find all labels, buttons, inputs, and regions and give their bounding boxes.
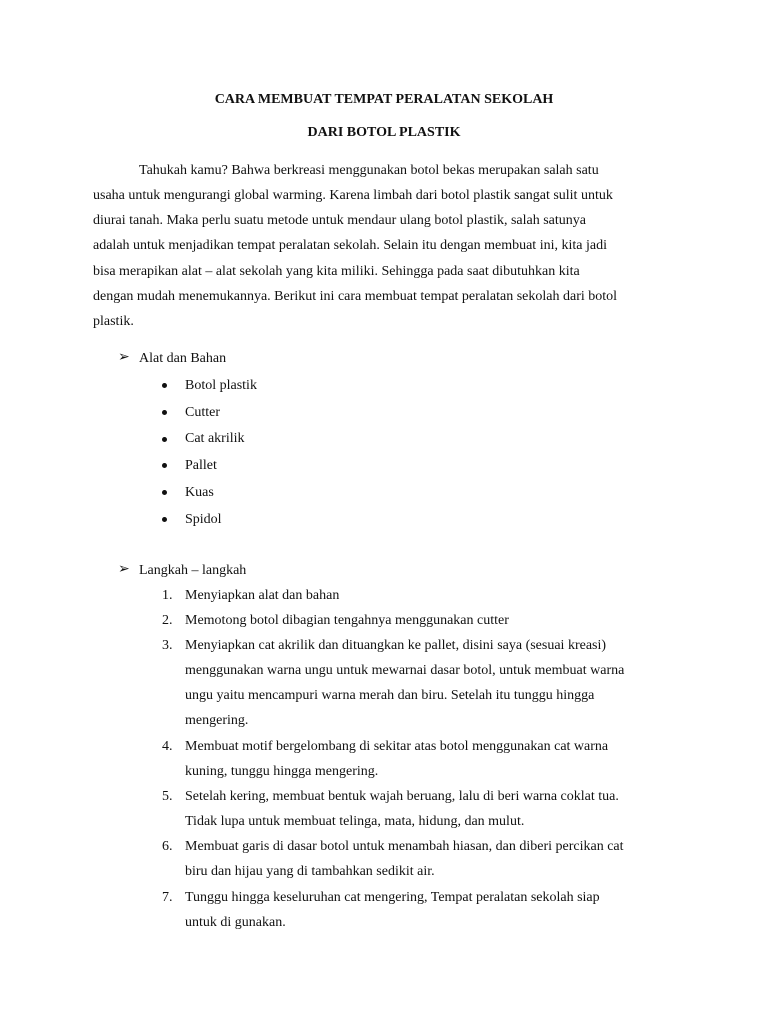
material-item: Pallet (185, 458, 217, 473)
step-text: kuning, tunggu hingga mengering. (185, 764, 379, 779)
step-text: Membuat garis di dasar botol untuk menambah hiasan, dan diberi percikan cat (185, 839, 624, 854)
material-item: Cutter (185, 405, 220, 420)
arrow-bullet-icon: ➢ (118, 562, 130, 577)
step-text: untuk di gunakan. (185, 915, 286, 930)
step-text: Menyiapkan alat dan bahan (185, 588, 340, 603)
document-title-line-1: CARA MEMBUAT TEMPAT PERALATAN SEKOLAH (214, 92, 554, 107)
material-item: Kuas (185, 485, 214, 500)
intro-line: diurai tanah. Maka perlu suatu metode untuk mendaur ulang botol plastik, salah satunya (93, 213, 586, 228)
bullet-icon (162, 410, 167, 415)
bullet-icon (162, 383, 167, 388)
intro-line: adalah untuk menjadikan tempat peralatan sekolah. Selain itu dengan membuat ini, kita jadi (93, 238, 607, 253)
step-number: 1. (162, 588, 173, 603)
material-item: Botol plastik (185, 378, 257, 393)
step-text: Setelah kering, membuat bentuk wajah beruang, lalu di beri warna coklat tua. (185, 789, 619, 804)
bullet-icon (162, 463, 167, 468)
intro-line: usaha untuk mengurangi global warming. Karena limbah dari botol plastik sangat sulit untuk (93, 188, 613, 203)
step-number: 4. (162, 739, 173, 754)
step-number: 3. (162, 638, 173, 653)
intro-line: bisa merapikan alat – alat sekolah yang kita miliki. Sehingga pada saat dibutuhkan kita (93, 264, 580, 279)
step-text: Membuat motif bergelombang di sekitar atas botol menggunakan cat warna (185, 739, 609, 754)
step-text: mengering. (185, 713, 249, 728)
intro-line: plastik. (93, 314, 134, 329)
step-text: Tidak lupa untuk membuat telinga, mata, hidung, dan mulut. (185, 814, 525, 829)
step-text: biru dan hijau yang di tambahkan sedikit air. (185, 864, 435, 879)
section-heading-materials: Alat dan Bahan (139, 351, 227, 366)
step-number: 6. (162, 839, 173, 854)
material-item: Cat akrilik (185, 431, 245, 446)
bullet-icon (162, 517, 167, 522)
step-number: 7. (162, 890, 173, 905)
bullet-icon (162, 490, 167, 495)
step-number: 2. (162, 613, 173, 628)
document-title-line-2: DARI BOTOL PLASTIK (307, 125, 461, 140)
arrow-bullet-icon: ➢ (118, 350, 130, 365)
material-item: Spidol (185, 512, 222, 527)
intro-line: dengan mudah menemukannya. Berikut ini cara membuat tempat peralatan sekolah dari botol (93, 289, 618, 304)
bullet-icon (162, 437, 167, 442)
step-text: Memotong botol dibagian tengahnya menggunakan cutter (185, 613, 509, 628)
step-text: menggunakan warna ungu untuk mewarnai dasar botol, untuk membuat warna (185, 663, 625, 678)
step-number: 5. (162, 789, 173, 804)
section-heading-steps: Langkah – langkah (139, 563, 247, 578)
intro-line: Tahukah kamu? Bahwa berkreasi menggunakan botol bekas merupakan salah satu (139, 163, 599, 178)
step-text: ungu yaitu mencampuri warna merah dan biru. Setelah itu tunggu hingga (185, 688, 595, 703)
step-text: Menyiapkan cat akrilik dan dituangkan ke pallet, disini saya (sesuai kreasi) (185, 638, 607, 653)
step-text: Tunggu hingga keseluruhan cat mengering, Tempat peralatan sekolah siap (185, 890, 600, 905)
